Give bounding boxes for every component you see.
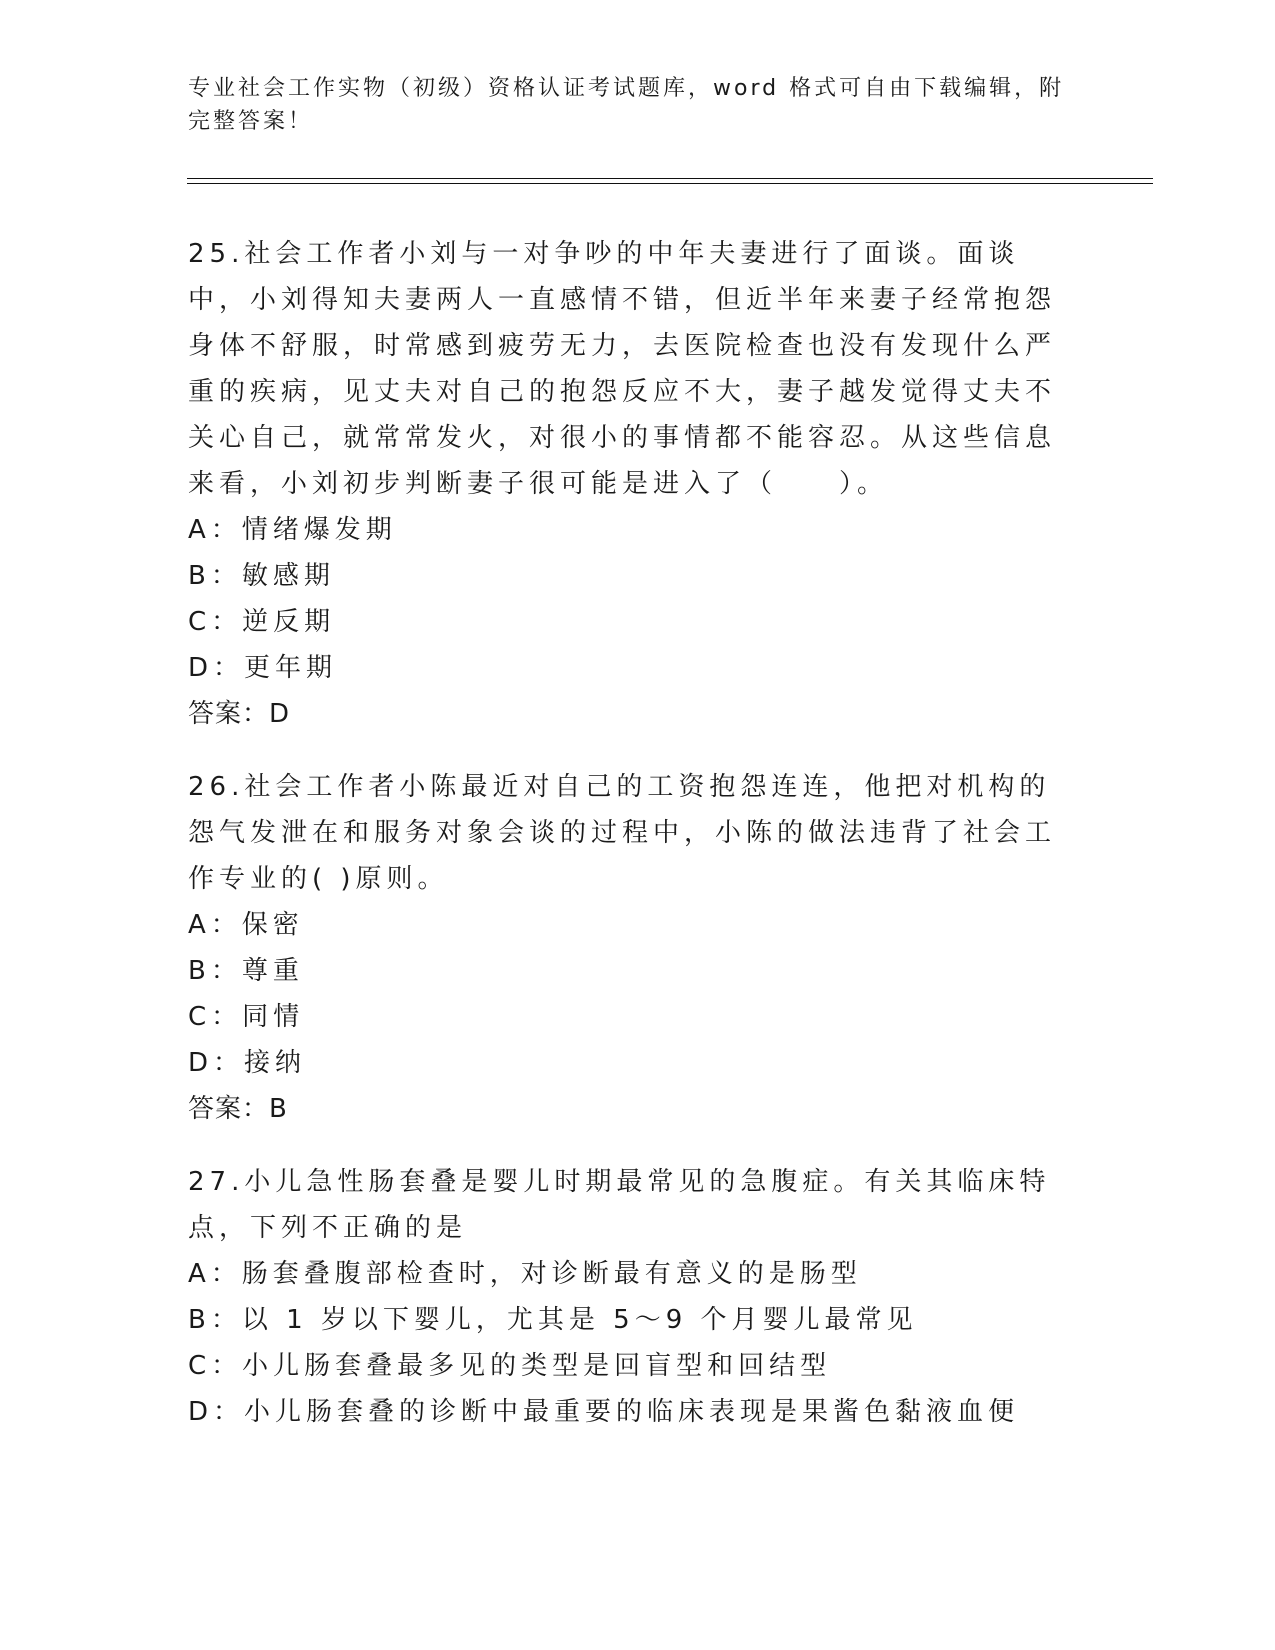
option-b: B：尊重 — [188, 956, 304, 986]
question-27 — [188, 1159, 1068, 1435]
option-d: D：小儿肠套叠的诊断中最重要的临床表现是果酱色黏液血便 — [188, 1397, 1020, 1427]
option-a: A：肠套叠腹部检查时，对诊断最有意义的是肠型 — [188, 1259, 862, 1289]
question-stem: 27.小儿急性肠套叠是婴儿时期最常见的急腹症。有关其临床特点，下列不正确的是 — [188, 1167, 1051, 1243]
option-b: B：以 1 岁以下婴儿，尤其是 5～9 个月婴儿最常见 — [188, 1305, 918, 1335]
option-a: A：情绪爆发期 — [188, 515, 397, 545]
question-list — [188, 231, 1068, 1462]
header-divider-line — [187, 183, 1153, 184]
question-stem: 26.社会工作者小陈最近对自己的工资抱怨连连，他把对机构的怨气发泄在和服务对象会谈的过程中，小陈的做法违背了社会工作专业的( )原则。 — [188, 772, 1057, 894]
document-header: 专业社会工作实物（初级）资格认证考试题库，word 格式可自由下载编辑，附完整答案！ — [188, 76, 1065, 134]
option-d: D：更年期 — [188, 653, 338, 683]
header-divider-line — [187, 178, 1153, 179]
question-stem: 25.社会工作者小刘与一对争吵的中年夫妻进行了面谈。面谈中，小刘得知夫妻两人一直感情不错，但近半年来妻子经常抱怨身体不舒服，时常感到疲劳无力，去医院检查也没有发现什么严重的疾病，见丈夫对自己的抱怨反应不大，妻子越发觉得丈夫不关心自己，就常常发火，对很小的事情都不能容忍。从这些信息来看，小刘初步判断妻子很可能是进入了（ ）。 — [188, 239, 1057, 499]
option-a: A：保密 — [188, 910, 304, 940]
option-c: C：同情 — [188, 1002, 305, 1032]
option-d: D：接纳 — [188, 1048, 307, 1078]
option-c: C：小儿肠套叠最多见的类型是回盲型和回结型 — [188, 1351, 832, 1381]
question-26 — [188, 764, 1068, 1132]
option-c: C：逆反期 — [188, 607, 336, 637]
option-b: B：敏感期 — [188, 561, 335, 591]
answer-line: 答案：B — [188, 1094, 288, 1124]
answer-line: 答案：D — [188, 699, 291, 729]
question-25 — [188, 231, 1068, 737]
